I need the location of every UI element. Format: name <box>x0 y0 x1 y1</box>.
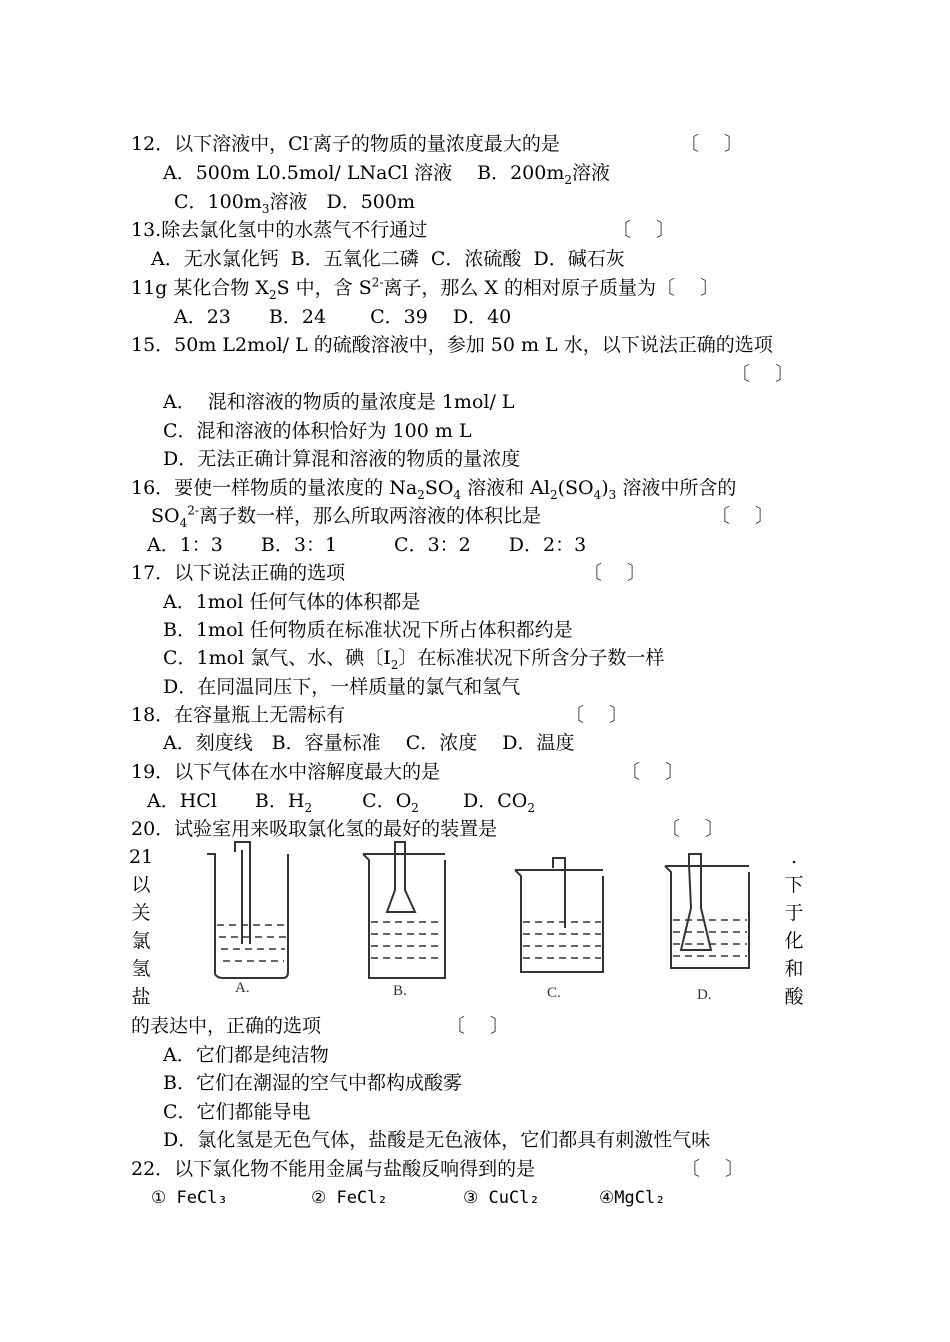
q15-stem: 15．50m L2mol/ L 的硫酸溶液中，参加 50 m L 水，以下说法正确的选项 <box>131 334 773 356</box>
apparatus-d-diagram <box>665 854 749 968</box>
q13-options: A．无水氯化钙 B．五氧化二磷 C．浓硫酸 D．碱石灰 <box>151 248 625 270</box>
q21-option-a: A．它们都是纯洁物 <box>163 1044 329 1066</box>
apparatus-b-label: B. <box>393 983 407 999</box>
q17-answer-bracket: 〔 〕 <box>583 562 647 584</box>
q21-left-column: 21 以 关 氯 氢 盐 <box>129 846 154 1008</box>
q21-option-b: B．它们在潮湿的空气中都构成酸雾 <box>163 1072 462 1094</box>
q18-stem: 18．在容量瓶上无需标有 <box>131 704 346 726</box>
q21-stem-tail: 的表达中，正确的选项 <box>131 1015 322 1037</box>
q17-option-d: D．在同温同压下，一样质量的氯气和氢气 <box>163 676 521 698</box>
q12-options-ab: A．500m L0.5mol/ LNaCl 溶液 B．$200m_2$溶液 <box>163 162 611 187</box>
q18-options: A．刻度线 B．容量标准 C．浓度 D．温度 <box>163 732 575 754</box>
apparatus-figure <box>195 840 765 1010</box>
q14-options: A．23 B．24 C．39 D．40 <box>174 306 512 328</box>
apparatus-c-diagram <box>515 858 603 972</box>
q21-option-d: D．氯化氢是无色气体，盐酸是无色液体，它们都具有刺激性气味 <box>163 1129 711 1151</box>
q12-options-cd: C．$100m_3$溶液 D．500m <box>174 191 415 216</box>
q12-answer-bracket: 〔 〕 <box>680 133 744 155</box>
q19-options: A．HCl B．$H_2$ C．$O_2$ D．$CO_2$ <box>147 790 535 815</box>
q22-option-1: ① FeCl₃ <box>151 1188 228 1208</box>
q21-right-column: . 下 于 化 和 酸 <box>784 846 804 1008</box>
q19-stem: 19．以下气体在水中溶解度最大的是 <box>131 761 441 783</box>
q16-options: A．1：3 B．3：1 C．3：2 D．2：3 <box>147 534 587 556</box>
q19-answer-bracket: 〔 〕 <box>621 761 685 783</box>
q15-answer-bracket: 〔 〕 <box>731 363 795 385</box>
apparatus-d-label: D. <box>697 987 712 1003</box>
q17-option-c: C．1mol 氯气、水、碘〔$I_2$〕在标准状况下所含分子数一样 <box>163 647 665 672</box>
q17-stem: 17．以下说法正确的选项 <box>131 562 346 584</box>
q15-option-a: A． 混和溶液的物质的量浓度是 1mol/ L <box>163 391 515 413</box>
q16-stem-line2: $SO_4^{2-}$离子数一样，那么所取两溶液的体积比是 <box>151 503 541 530</box>
q22-stem: 22．以下氯化物不能用金属与盐酸反响得到的是 <box>131 1158 536 1180</box>
q22-option-4: ④MgCl₂ <box>599 1188 666 1208</box>
q16-answer-bracket: 〔 〕 <box>711 505 775 527</box>
q16-stem-line1: 16．要使一样物质的量浓度的 $Na_2SO_4$ 溶液和 $Al_2(SO_4)_3$ 溶液中所含的 <box>131 477 737 502</box>
q17-option-a: A．1mol 任何气体的体积都是 <box>163 591 421 613</box>
q21-answer-bracket: 〔 〕 <box>446 1015 510 1037</box>
q17-option-b: B．1mol 任何物质在标准状况下所占体积都约是 <box>163 619 573 641</box>
q22-option-3: ③ CuCl₂ <box>463 1188 540 1208</box>
q18-answer-bracket: 〔 〕 <box>565 704 629 726</box>
q13-stem: 13.除去氯化氢中的水蒸气不行通过 <box>131 219 428 241</box>
apparatus-b-diagram <box>363 842 445 978</box>
q21-option-c: C．它们都能导电 <box>163 1101 311 1123</box>
q12-stem: 12．以下溶液中，Cl-离子的物质的量浓度最大的是 <box>131 131 560 155</box>
q20-answer-bracket: 〔 〕 <box>661 818 725 840</box>
q22-option-2: ② FeCl₂ <box>311 1188 388 1208</box>
q15-option-c: C．混和溶液的体积恰好为 100 m L <box>163 420 472 442</box>
apparatus-a-label: A. <box>235 980 250 996</box>
apparatus-a-diagram <box>207 842 288 978</box>
q14-stem: 11g 某化合物 $X_2S$ 中，含 $S^{2-}$离子，那么 X 的相对原子质量为〔 〕 <box>131 275 720 302</box>
q22-answer-bracket: 〔 〕 <box>681 1158 745 1180</box>
q13-answer-bracket: 〔 〕 <box>612 219 676 241</box>
q15-option-d: D．无法正确计算混和溶液的物质的量浓度 <box>163 448 521 470</box>
apparatus-c-label: C. <box>547 985 561 1001</box>
q20-stem: 20．试验室用来吸取氯化氢的最好的装置是 <box>131 818 498 840</box>
